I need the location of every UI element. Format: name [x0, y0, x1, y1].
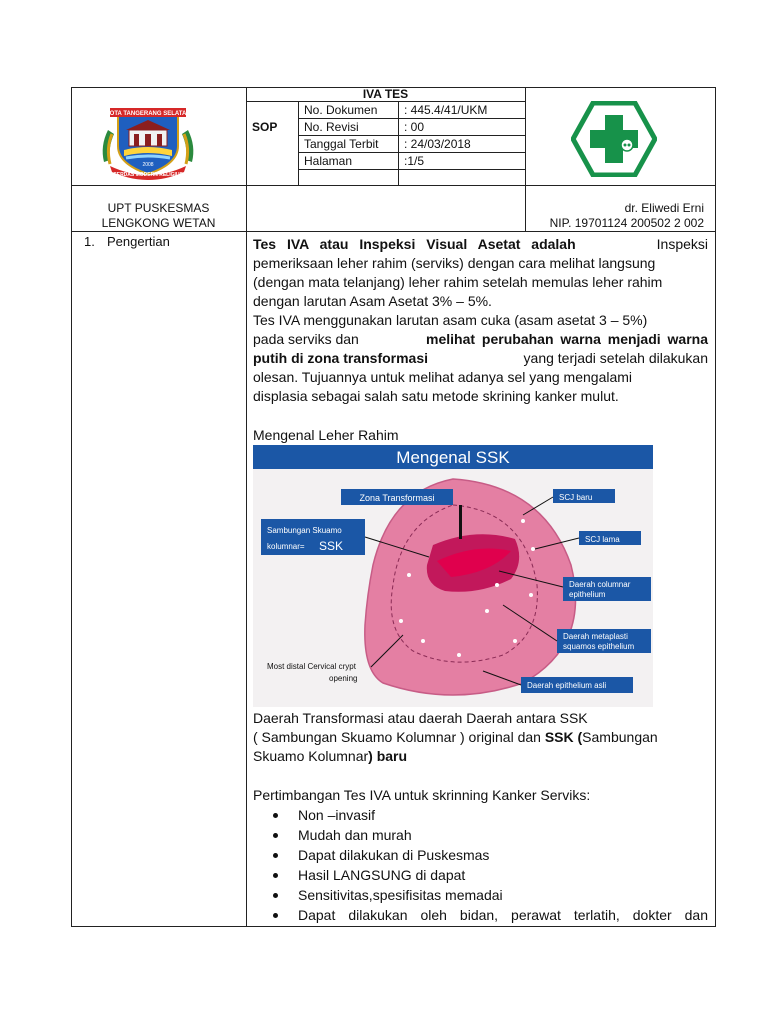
signatory-nip: NIP. 19701124 200502 2 002 [549, 216, 704, 230]
caption-line2-start: ( Sambungan Skuamo Kolumnar ) original dan [253, 729, 541, 745]
label-columnar-line2: epithelium [569, 590, 606, 599]
emblem-ribbon-top: KOTA TANGERANG SELATAN [105, 111, 191, 117]
considerations-list [253, 805, 708, 925]
label-columnar-line1: Daerah columnar [569, 580, 631, 589]
meta-label-revisi: No. Revisi [304, 120, 359, 134]
para1-rest: Inspeksi [656, 236, 708, 252]
meta-row-divider-3 [298, 152, 525, 153]
signatory-name: dr. Eliwedi Erni [624, 201, 704, 215]
meta-value-halaman: :1/5 [404, 154, 425, 168]
list-item [253, 865, 708, 885]
label-crypt-line1: Most distal Cervical crypt [267, 662, 356, 671]
caption-line3 [253, 747, 708, 766]
definition-paragraph [253, 235, 708, 311]
para2-line5: displasia sebagai salah satu metode skrining kanker mulut. [253, 388, 619, 404]
para2-line2 [253, 330, 708, 349]
para2-line3 [253, 349, 708, 368]
para2-line3-rest: yang terjadi setelah dilakukan [523, 350, 708, 366]
sop-label: SOP [252, 120, 278, 134]
label-metaplasti-line1: Daerah metaplasti [563, 632, 628, 641]
figure-title: Mengenal SSK [396, 448, 510, 467]
document-title: IVA TES [362, 87, 409, 101]
caption-line3-start: Skuamo Kolumnar [253, 748, 369, 764]
title-row-divider [246, 101, 525, 102]
section-number: 1. [84, 234, 95, 249]
meta-value-dokumen: : 445.4/41/UKM [404, 103, 488, 117]
label-epithelium-asli: Daerah epithelium asli [527, 681, 607, 690]
list-item [253, 905, 708, 925]
bullet-icon [273, 913, 278, 918]
header-divider [71, 185, 716, 186]
column-divider-2 [525, 87, 526, 231]
para2-line1: Tes IVA menggunakan larutan asam cuka (asam asetat 3 – 5%) [253, 312, 648, 328]
list-item-text: Dapat dilakukan oleh bidan, perawat terlatih, dokter dan [298, 907, 708, 923]
sop-column-divider [298, 101, 299, 185]
label-crypt-line2: opening [329, 674, 358, 683]
meta-label-dokumen: No. Dokumen [304, 103, 378, 117]
meta-label-tanggal: Tanggal Terbit [304, 137, 379, 151]
para1-line4: dengan larutan Asam Asetat 3% – 5%. [253, 293, 492, 309]
para2-line2-bold: melihat perubahan warna menjadi warna [426, 331, 708, 347]
list-item-text: Non –invasif [298, 807, 376, 823]
label-scj-baru: SCJ baru [559, 493, 593, 502]
list-item-text: Mudah dan murah [298, 827, 412, 843]
meta-row-divider-2 [298, 135, 525, 136]
bullet-icon [273, 833, 278, 838]
emblem-ribbon-bottom: CERDAS MODERN RELIGIUS [113, 172, 183, 178]
caption-line2 [253, 728, 708, 747]
list-item-text: Hasil LANGSUNG di dapat [298, 867, 466, 883]
para1-line2: pemeriksaan leher rahim (serviks) dengan cara melihat langsung [253, 255, 656, 271]
para2-line3-bold: putih di zona transformasi [253, 350, 429, 366]
puskesmas-logo [571, 101, 657, 177]
list-item-text: Sensitivitas,spesifisitas memadai [298, 887, 503, 903]
para2-line2-start: pada serviks dan [253, 331, 359, 347]
label-metaplasti-line2: squamos epithelium [563, 642, 635, 651]
bullet-icon [273, 853, 278, 858]
caption-line1: Daerah Transformasi atau daerah Daerah antara SSK [253, 710, 588, 726]
list-item [253, 805, 708, 825]
para2-line4: olesan. Tujuannya untuk melihat adanya sel yang mengalami [253, 369, 633, 385]
org-name-line2: LENGKONG WETAN [101, 216, 216, 230]
section-title: Pengertian [107, 234, 170, 249]
meta-row-divider-4 [298, 169, 525, 170]
para1-line3: (dengan mata telanjang) leher rahim setelah memulas leher rahim [253, 274, 663, 290]
transformation-zone-bar [459, 505, 462, 539]
label-zona-transformasi: Zona Transformasi [359, 493, 435, 503]
label-sambungan-line2: kolumnar= [267, 542, 305, 551]
para1-line1 [253, 235, 708, 254]
figure-caption [253, 709, 708, 766]
list-item [253, 825, 708, 845]
caption-line2-bold: SSK ( [544, 729, 583, 745]
caption-line2-end: Sambungan [582, 729, 658, 745]
label-scj-lama: SCJ lama [585, 535, 620, 544]
bullet-icon [273, 893, 278, 898]
label-ssk: SSK [319, 539, 344, 553]
bullet-icon [273, 873, 278, 878]
list-item [253, 885, 708, 905]
purpose-paragraph [253, 311, 708, 406]
meta-value-revisi: : 00 [404, 120, 425, 134]
list-item-text: Dapat dilakukan di Puskesmas [298, 847, 490, 863]
column-divider-1 [246, 87, 247, 927]
emblem-year: 2008 [142, 162, 154, 168]
figure-heading: Mengenal Leher Rahim [253, 427, 399, 443]
caption-line3-bold: ) baru [368, 748, 408, 764]
meta-row-divider-1 [298, 118, 525, 119]
org-name-line1: UPT PUSKESMAS [107, 201, 210, 215]
meta-value-tanggal: : 24/03/2018 [404, 137, 471, 151]
cervix-ssk-diagram [253, 445, 653, 707]
label-sambungan-line1: Sambungan Skuamo [267, 526, 342, 535]
list-item [253, 845, 708, 865]
org-row-divider [71, 231, 716, 232]
bullet-icon [273, 813, 278, 818]
meta-column-divider [398, 101, 399, 185]
city-emblem-logo [96, 100, 200, 182]
meta-label-halaman: Halaman [304, 154, 353, 168]
considerations-heading: Pertimbangan Tes IVA untuk skrinning Kanker Serviks: [253, 787, 591, 803]
para1-bold-lead: Tes IVA atau Inspeksi Visual Asetat adalah [253, 236, 576, 252]
